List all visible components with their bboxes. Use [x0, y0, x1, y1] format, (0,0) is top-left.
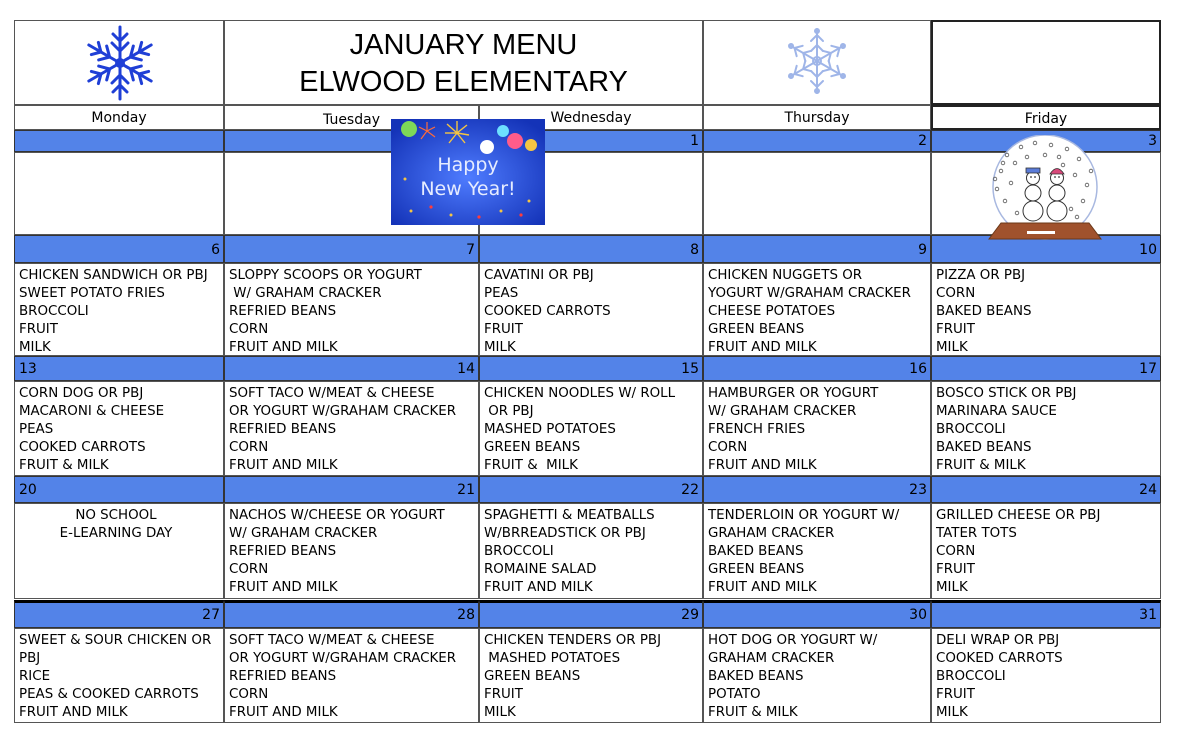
menu-item: GRAHAM CRACKER	[708, 526, 835, 541]
menu-item: FRUIT AND MILK	[708, 580, 817, 595]
menu-item: HOT DOG OR YOGURT W/	[708, 633, 878, 648]
menu-item: E-LEARNING DAY	[59, 526, 173, 541]
menu-item: FRUIT AND MILK	[484, 580, 593, 595]
menu-item: BOSCO STICK OR PBJ	[936, 386, 1077, 401]
menu-item: SOFT TACO W/MEAT & CHEESE	[229, 633, 435, 648]
menu-cell	[224, 628, 479, 723]
menu-item: MILK	[936, 705, 968, 720]
date-bar: 2	[703, 130, 931, 152]
menu-item: FRUIT AND MILK	[229, 340, 338, 355]
date-bar: 24	[931, 476, 1161, 503]
menu-item: FRUIT AND MILK	[708, 340, 817, 355]
date-bar: 1	[479, 130, 703, 152]
date-bar: 14	[224, 356, 479, 381]
menu-item: GREEN BEANS	[708, 562, 805, 577]
menu-item: FRUIT	[484, 687, 523, 702]
menu-item: REFRIED BEANS	[229, 304, 337, 319]
page-title	[224, 20, 703, 105]
menu-cell	[479, 381, 703, 476]
menu-item: MILK	[19, 340, 51, 355]
menu-item: COOKED CARROTS	[484, 304, 611, 319]
menu-item: FRUIT AND MILK	[229, 580, 338, 595]
menu-item: W/BRREADSTICK OR PBJ	[484, 526, 646, 541]
menu-item: YOGURT W/GRAHAM CRACKER	[708, 286, 911, 301]
menu-item: FRUIT	[936, 687, 975, 702]
menu-cell	[931, 503, 1161, 599]
date-bar: 21	[224, 476, 479, 503]
menu-cell	[703, 152, 931, 235]
snow-globe-icon	[975, 135, 1105, 245]
menu-item: SOFT TACO W/MEAT & CHEESE	[229, 386, 435, 401]
menu-item: MILK	[484, 705, 516, 720]
menu-cell	[479, 503, 703, 599]
snowflake-icon	[75, 23, 165, 103]
weekday-monday: Monday	[14, 105, 224, 130]
menu-cell	[931, 381, 1161, 476]
happy-new-year-banner	[391, 119, 545, 225]
date-bar: 30	[703, 600, 931, 628]
menu-item: BAKED BEANS	[936, 440, 1032, 455]
menu-item: CORN DOG OR PBJ	[19, 386, 144, 401]
date-bar: 13	[14, 356, 224, 381]
menu-item: CHEESE POTATOES	[708, 304, 836, 319]
date-bar: 15	[479, 356, 703, 381]
menu-item: CHICKEN SANDWICH OR PBJ	[19, 268, 208, 283]
menu-item: OR YOGURT W/GRAHAM CRACKER	[229, 651, 457, 666]
date-bar: 20	[14, 476, 224, 503]
menu-item: CORN	[229, 687, 269, 702]
menu-item: FRUIT & MILK	[708, 705, 798, 720]
menu-cell	[14, 381, 224, 476]
menu-calendar	[14, 20, 1161, 723]
menu-item: MACARONI & CHEESE	[19, 404, 165, 419]
menu-cell	[224, 381, 479, 476]
fireworks-graphic	[391, 119, 545, 225]
menu-item: W/ GRAHAM CRACKER	[708, 404, 857, 419]
menu-item: GREEN BEANS	[484, 440, 581, 455]
menu-item: PEAS	[484, 286, 519, 301]
menu-item: MASHED POTATOES	[484, 651, 621, 666]
banner-line-2: New Year!	[420, 178, 516, 200]
menu-item: MILK	[484, 340, 516, 355]
menu-item: BAKED BEANS	[936, 304, 1032, 319]
menu-item: MARINARA SAUCE	[936, 404, 1057, 419]
date-bar: 31	[931, 600, 1161, 628]
menu-item: CHICKEN NUGGETS OR	[708, 268, 863, 283]
menu-item: SWEET POTATO FRIES	[19, 286, 165, 301]
date-bar: 3	[931, 130, 1161, 152]
menu-item: GRAHAM CRACKER	[708, 651, 835, 666]
menu-item: SPAGHETTI & MEATBALLS	[484, 508, 655, 523]
snowflake-light-icon	[782, 26, 852, 96]
menu-item: HAMBURGER OR YOGURT	[708, 386, 879, 401]
menu-item: GREEN BEANS	[708, 322, 805, 337]
menu-item: FRUIT AND MILK	[229, 458, 338, 473]
menu-item: TATER TOTS	[936, 526, 1017, 541]
menu-item: OR YOGURT W/GRAHAM CRACKER	[229, 404, 457, 419]
date-bar: 8	[479, 235, 703, 263]
menu-cell	[931, 628, 1161, 723]
menu-item: COOKED CARROTS	[936, 651, 1063, 666]
menu-item: CORN	[229, 322, 269, 337]
menu-item: FRUIT	[936, 322, 975, 337]
weekday-thursday: Thursday	[703, 105, 931, 130]
menu-item: CORN	[936, 544, 976, 559]
menu-cell	[224, 263, 479, 356]
menu-item: CORN	[936, 286, 976, 301]
header-cell-friday	[931, 20, 1161, 105]
menu-item: NACHOS W/CHEESE OR YOGURT	[229, 508, 445, 523]
date-bar	[14, 130, 224, 152]
menu-item: CAVATINI OR PBJ	[484, 268, 594, 283]
menu-item: GREEN BEANS	[484, 669, 581, 684]
weekday-tuesday: Tuesday	[224, 105, 479, 130]
menu-cell	[479, 263, 703, 356]
title-line-1: JANUARY MENU	[349, 29, 578, 61]
date-bar: 27	[14, 600, 224, 628]
menu-item: MILK	[936, 340, 968, 355]
date-bar: 9	[703, 235, 931, 263]
menu-item: CHICKEN TENDERS OR PBJ	[484, 633, 662, 648]
weekday-wednesday: Wednesday	[479, 105, 703, 130]
menu-cell	[14, 628, 224, 723]
menu-item: BROCCOLI	[19, 304, 89, 319]
menu-item: REFRIED BEANS	[229, 669, 337, 684]
menu-item: FRUIT AND MILK	[229, 705, 338, 720]
menu-item: FRUIT & MILK	[19, 458, 109, 473]
menu-item: PIZZA OR PBJ	[936, 268, 1026, 283]
menu-item: SLOPPY SCOOPS OR YOGURT	[229, 268, 422, 283]
menu-item: FRUIT AND MILK	[19, 705, 128, 720]
menu-item: REFRIED BEANS	[229, 422, 337, 437]
menu-item: FRUIT	[484, 322, 523, 337]
menu-cell	[703, 381, 931, 476]
date-bar: 17	[931, 356, 1161, 381]
menu-item: CORN	[229, 440, 269, 455]
date-bar: 6	[14, 235, 224, 263]
menu-cell	[931, 263, 1161, 356]
menu-item: ROMAINE SALAD	[484, 562, 597, 577]
menu-item: SWEET & SOUR CHICKEN OR	[19, 633, 212, 648]
menu-item: BAKED BEANS	[708, 669, 804, 684]
menu-cell	[224, 503, 479, 599]
menu-item: FRUIT & MILK	[484, 458, 578, 473]
menu-item: MASHED POTATOES	[484, 422, 616, 437]
title-line-2: ELWOOD ELEMENTARY	[299, 66, 628, 98]
date-bar: 16	[703, 356, 931, 381]
menu-item: TENDERLOIN OR YOGURT W/	[708, 508, 900, 523]
menu-item: REFRIED BEANS	[229, 544, 337, 559]
menu-item: NO SCHOOL	[75, 508, 157, 523]
menu-item: FRENCH FRIES	[708, 422, 806, 437]
date-bar: 7	[224, 235, 479, 263]
menu-item: BROCCOLI	[484, 544, 554, 559]
date-bar: 29	[479, 600, 703, 628]
header-cell-thursday	[703, 20, 931, 105]
menu-item: FRUIT AND MILK	[708, 458, 817, 473]
weekday-friday: Friday	[931, 105, 1161, 130]
menu-item: W/ GRAHAM CRACKER	[229, 526, 378, 541]
banner-line-1: Happy	[437, 154, 499, 176]
menu-item: CHICKEN NOODLES W/ ROLL	[484, 386, 676, 401]
menu-item: RICE	[19, 669, 51, 684]
menu-cell	[14, 152, 224, 235]
menu-item: COOKED CARROTS	[19, 440, 146, 455]
menu-cell	[703, 628, 931, 723]
header-cell-monday	[14, 20, 224, 105]
menu-item: DELI WRAP OR PBJ	[936, 633, 1060, 648]
menu-item: POTATO	[708, 687, 761, 702]
menu-item: PEAS	[19, 422, 54, 437]
snow-globe-graphic	[975, 135, 1105, 245]
menu-cell	[14, 263, 224, 356]
menu-cell	[14, 503, 224, 599]
date-bar: 10	[931, 235, 1161, 263]
menu-cell	[703, 263, 931, 356]
menu-item: MILK	[936, 580, 968, 595]
date-bar: 28	[224, 600, 479, 628]
date-bar: 23	[703, 476, 931, 503]
menu-item: W/ GRAHAM CRACKER	[229, 286, 382, 301]
menu-item: BAKED BEANS	[708, 544, 804, 559]
menu-item: OR PBJ	[484, 404, 534, 419]
menu-item: CORN	[229, 562, 269, 577]
menu-item: FRUIT & MILK	[936, 458, 1026, 473]
menu-item: PEAS & COOKED CARROTS	[19, 687, 199, 702]
menu-item: PBJ	[19, 651, 41, 666]
menu-item: BROCCOLI	[936, 422, 1006, 437]
menu-item: FRUIT	[936, 562, 975, 577]
menu-item: BROCCOLI	[936, 669, 1006, 684]
date-bar: 22	[479, 476, 703, 503]
menu-item: GRILLED CHEESE OR PBJ	[936, 508, 1101, 523]
menu-item: CORN	[708, 440, 748, 455]
menu-item: FRUIT	[19, 322, 58, 337]
menu-cell	[703, 503, 931, 599]
menu-cell	[479, 628, 703, 723]
